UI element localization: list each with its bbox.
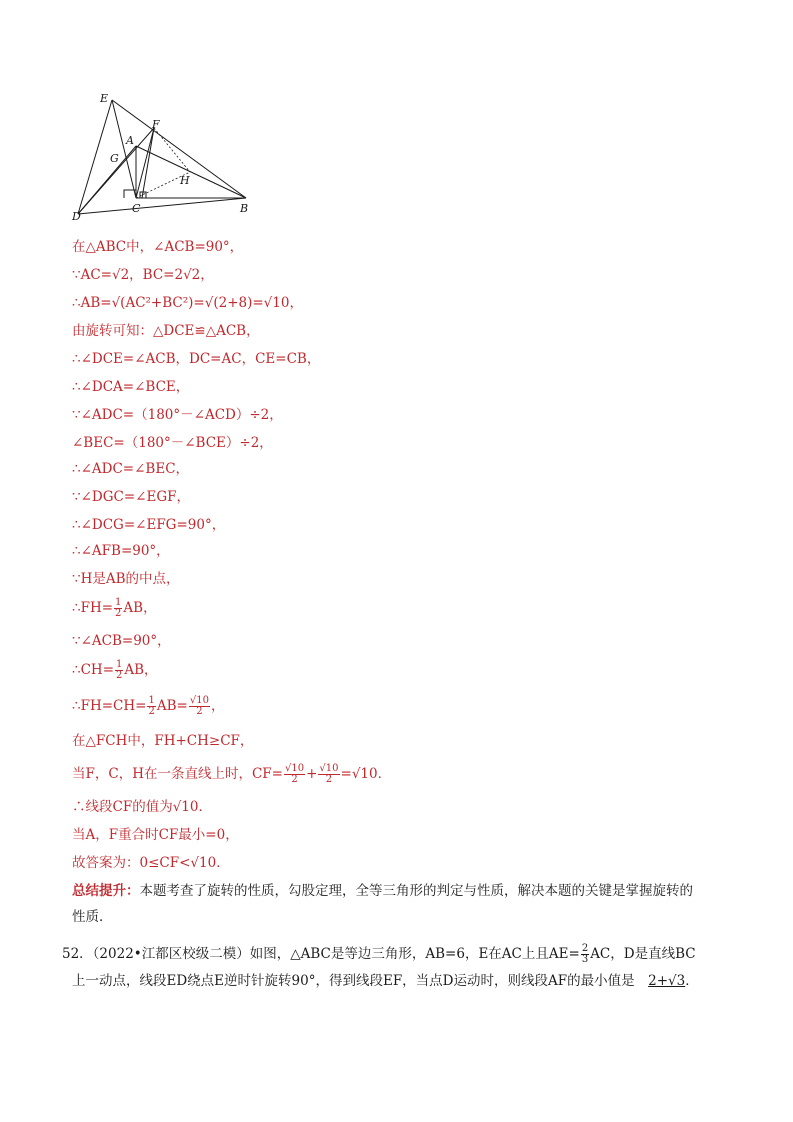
fraction-half: $\frac{1}{2}$ bbox=[116, 659, 123, 681]
label-B: B bbox=[240, 202, 249, 215]
solution-line: 由旋转可知：△DCE≌△ACB， bbox=[72, 323, 260, 339]
label-F: F bbox=[152, 118, 160, 131]
label-D: D bbox=[72, 210, 81, 220]
solution-line: 当A，F重合时CF最小=0， bbox=[72, 827, 239, 843]
fraction-sqrt10-over-2: $\frac{√10}{2}$ bbox=[284, 763, 305, 785]
solution-line: ∴AB=√(AC²+BC²)=√(2+8)=√10， bbox=[72, 295, 303, 311]
solution-line-collinear: 当F，C，H在一条直线上时，CF= $\frac{√10}{2}$ + $\frac{√10}{2}$ =√10． bbox=[72, 763, 392, 785]
answer-blank: 2+√3 bbox=[648, 973, 686, 989]
solution-line: ∴∠DCA=∠BCE， bbox=[72, 379, 190, 395]
solution-line: ∵∠DGC=∠EGF， bbox=[72, 489, 190, 505]
label-C: C bbox=[132, 202, 141, 215]
problem-52-line-1: 52．（2022•江都区校级二模）如图，△ABC是等边三角形，AB=6，E在AC上且AE= $\frac{2}{3}$ AC，D是直线BC bbox=[62, 943, 696, 965]
fraction-sqrt10-over-2: $\frac{√10}{2}$ bbox=[189, 695, 209, 717]
solution-line: ∴∠DCG=∠EFG=90°， bbox=[72, 517, 226, 533]
solution-line: ∴∠AFB=90°， bbox=[72, 543, 170, 559]
label-H: H bbox=[180, 174, 190, 187]
solution-line: ∵∠ACB=90°， bbox=[72, 633, 171, 649]
solution-line: ∠BEC=（180°－∠BCE）÷2， bbox=[72, 435, 273, 451]
solution-line: ∵H是AB的中点， bbox=[72, 571, 180, 587]
fraction-half: $\frac{1}{2}$ bbox=[115, 597, 122, 619]
solution-line: ∵∠ADC=（180°－∠ACD）÷2， bbox=[72, 407, 283, 423]
summary-line bbox=[72, 882, 693, 900]
fraction-half: $\frac{1}{2}$ bbox=[148, 695, 155, 717]
solution-line: ∴∠ADC=∠BEC， bbox=[72, 461, 190, 477]
solution-line-fh: ∴FH= $\frac{1}{2}$ AB， bbox=[72, 597, 157, 619]
summary-text: 本题考查了旋转的性质，勾股定理，全等三角形的判定与性质，解决本题的关键是掌握旋转的 bbox=[139, 883, 693, 899]
solution-line: 在△FCH中，FH+CH≥CF， bbox=[72, 733, 254, 749]
geometry-figure bbox=[64, 88, 264, 220]
label-A: A bbox=[126, 134, 134, 147]
segment-AB bbox=[136, 146, 246, 198]
solution-line: 故答案为：0≤CF<√10． bbox=[72, 855, 230, 871]
dotted-FH bbox=[154, 128, 190, 172]
solution-line: ∴∠DCE=∠ACB，DC=AC，CE=CB， bbox=[72, 351, 321, 367]
segment-DB bbox=[78, 198, 249, 215]
segment-ED bbox=[78, 100, 112, 214]
segment-FC2 bbox=[142, 128, 154, 198]
segment-DA bbox=[78, 146, 136, 214]
label-G: G bbox=[110, 152, 119, 165]
summary-line-2: 性质． bbox=[72, 909, 113, 925]
summary-label: 总结提升： bbox=[72, 883, 140, 899]
solution-line: ∵AC=√2，BC=2√2， bbox=[72, 267, 214, 283]
label-E: E bbox=[100, 92, 109, 105]
solution-line-fh-ch: ∴FH=CH= $\frac{1}{2}$ AB= $\frac{√10}{2}$ ， bbox=[72, 695, 225, 717]
fraction-two-thirds: $\frac{2}{3}$ bbox=[581, 943, 589, 965]
solution-line-ch: ∴CH= $\frac{1}{2}$ AB， bbox=[72, 659, 158, 681]
fraction-sqrt10-over-2: $\frac{√10}{2}$ bbox=[319, 763, 339, 785]
solution-line: ∴线段CF的值为√10． bbox=[72, 799, 212, 815]
problem-52-line-2: 上一动点，线段ED绕点E逆时针旋转90°，得到线段EF，当点D运动时，则线段AF的最小值是 2+√3． bbox=[72, 973, 699, 989]
solution-line: 在△ABC中，∠ACB=90°， bbox=[72, 239, 244, 255]
